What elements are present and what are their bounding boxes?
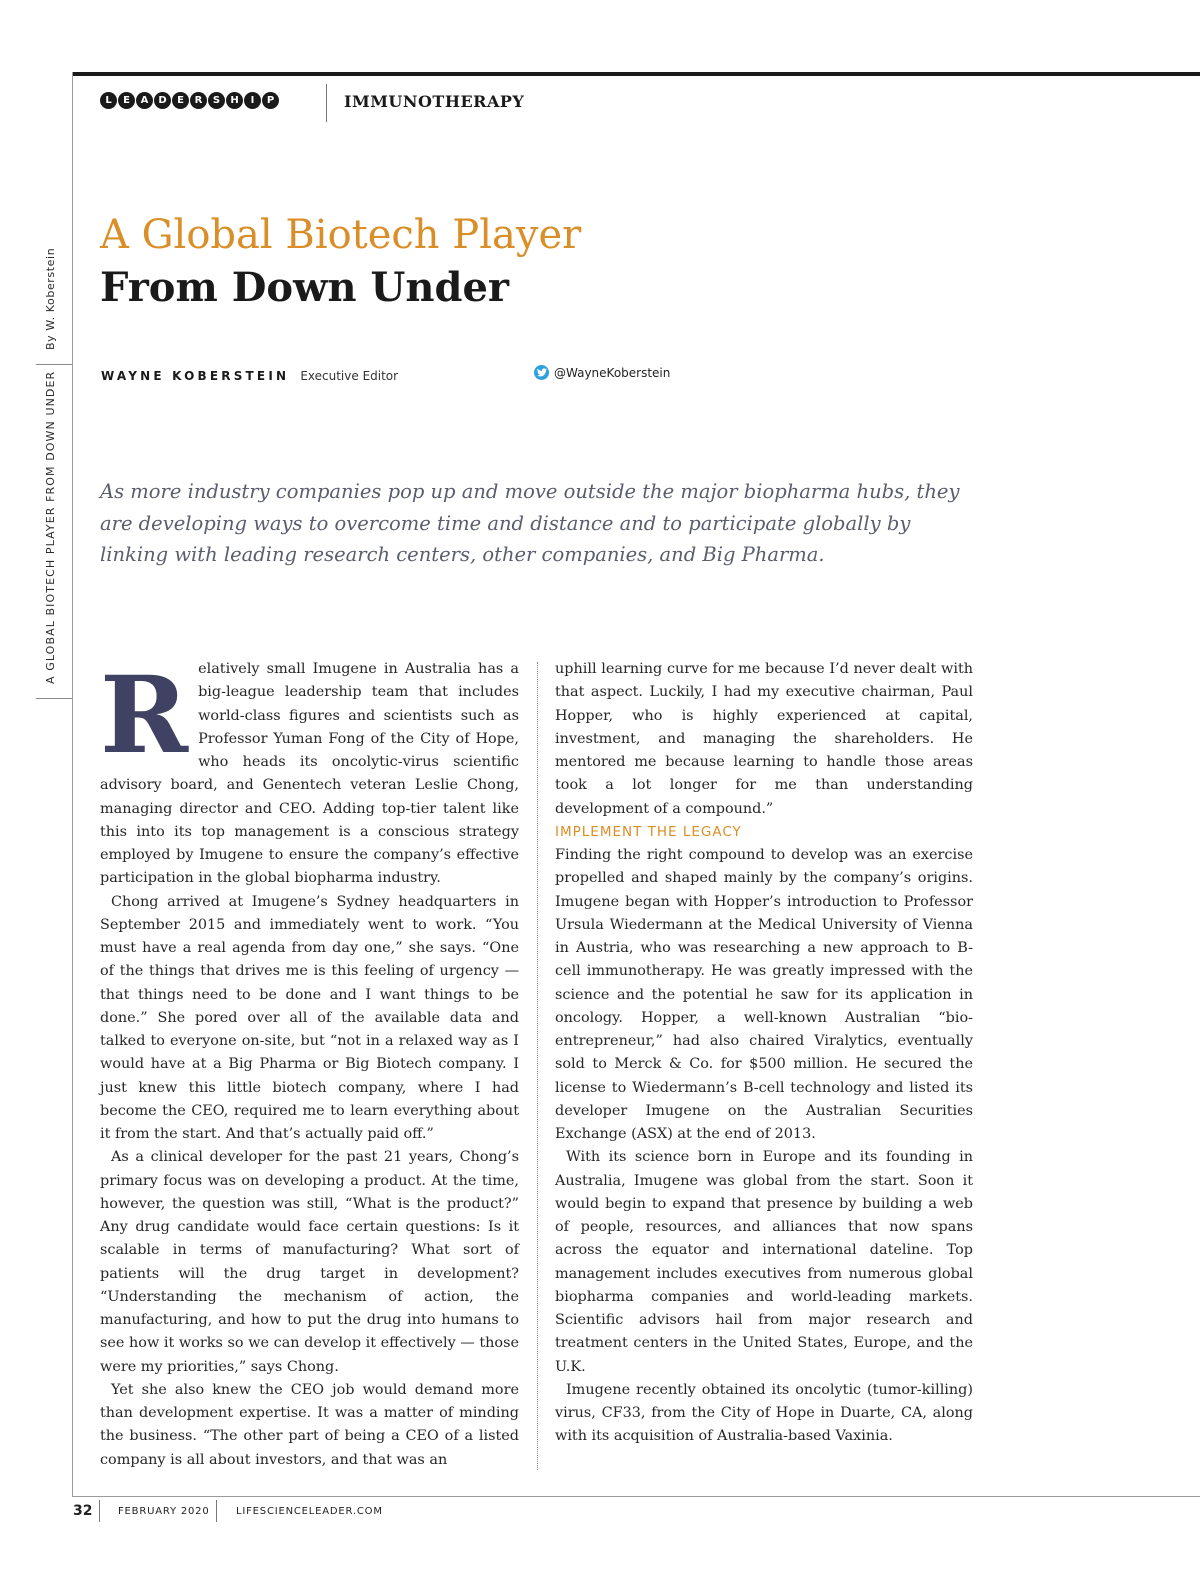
drop-cap: R: [100, 652, 189, 777]
twitter-handle-link[interactable]: [534, 365, 670, 380]
author-name: WAYNE KOBERSTEIN: [101, 369, 290, 383]
article-column-right: [555, 658, 973, 1449]
author-role: Executive Editor: [300, 369, 399, 383]
page-number: 32: [73, 1503, 93, 1519]
sidebar-divider: [36, 364, 72, 365]
article-paragraph: uphill learning curve for me because I’d never dealt with that aspect. Luckily, I had my executive chairman, Paul Hopper, who is highly experienced at capital, investment, and managing the shareholders. He mentored me because learning to handle those areas took a lot longer for me than understanding development of a compound.”: [555, 661, 973, 817]
article-paragraph: [100, 652, 519, 891]
article-paragraph: Yet she also knew the CEO job would demand more than development expertise. It was a matter of minding the business. “The other part of being a CEO of a listed company is all about investors, and that was an: [100, 1381, 519, 1468]
paragraph-text: elatively small Imugene in Australia has a big-league leadership team that includes world-class figures and scientists such as Professor Yuman Fong of the City of Hope, who heads its oncolytic-virus scientific advisory board, and Genentech veteran Leslie Chong, managing director and CEO. Adding top-tier talent like this into its top management is a conscious strategy employed by Imugene to ensure the company’s effective participation in the global biopharma industry.: [100, 661, 519, 887]
sidebar-divider: [36, 698, 72, 699]
section-tag-letter: L: [100, 92, 117, 109]
section-subhead: IMPLEMENT THE LEGACY: [555, 823, 742, 840]
section-tag-letter: D: [154, 92, 171, 109]
footer-divider: [216, 1500, 217, 1522]
article-paragraph: Imugene recently obtained its oncolytic (tumor-killing) virus, CF33, from the City of Hope in Duarte, CA, along with its acquisition of Australia-based Vaxinia.: [555, 1381, 973, 1445]
article-column-left: [100, 652, 519, 1472]
header-divider: [326, 84, 327, 122]
top-rule: [72, 72, 1200, 76]
footer-divider: [99, 1500, 100, 1522]
sidebar-running-title: A GLOBAL BIOTECH PLAYER FROM DOWN UNDER: [44, 370, 57, 684]
category-label: IMMUNOTHERAPY: [344, 92, 525, 111]
article-paragraph: With its science born in Europe and its founding in Australia, Imugene was global from the start. Soon it would begin to expand that presence by building a web of people, resources, and alliances that now spans across the equator and international dateline. Top management includes executives from numerous global biopharma companies and world-leading markets. Scientific advisors hail from major research and treatment centers in the United States, Europe, and the U.K.: [555, 1149, 973, 1375]
headline-line-1: A Global Biotech Player: [100, 212, 582, 258]
article-paragraph: Chong arrived at Imugene’s Sydney headquarters in September 2015 and immediately went to work. “You must have a real agenda from day one,” she says. “One of the things that drives me is this feeling of urgency — that things need to be done and I want things to be done.” She pored over all of the available data and talked to everyone on-site, but “not in a relaxed way as I would have at a Big Pharma or Big Biotech company. I just knew this little biotech company, where I had become the CEO, required me to learn everything about it from the start. And that’s actually paid off.”: [100, 893, 519, 1142]
issue-date: FEBRUARY 2020: [118, 1506, 210, 1517]
section-tag-letter: E: [118, 92, 135, 109]
section-tag-letter: S: [208, 92, 225, 109]
bottom-rule: [72, 1496, 1200, 1497]
article-paragraph: Finding the right compound to develop was an exercise propelled and shaped mainly by the company’s origins. Imugene began with Hopper’s introduction to Professor Ursula Wiedermann at the Medical University of Vienna in Austria, who was researching a new approach to B-cell immunotherapy. He was greatly impressed with the science and the potential he saw for its application in oncology. Hopper, a well-known Australian “bio-entrepreneur,” had also chaired Viralytics, eventually sold to Merck & Co. for $500 million. He secured the license to Wiedermann’s B-cell technology and listed its developer Imugene on the Australian Securities Exchange (ASX) at the end of 2013.: [555, 847, 973, 1142]
author-byline: [101, 365, 398, 384]
article-deck: As more industry companies pop up and move outside the major biopharma hubs, they are developing ways to overcome time and distance and to participate globally by linking with leading research centers, other companies, and Big Pharma.: [100, 480, 960, 566]
section-tag-letter: R: [190, 92, 207, 109]
left-margin-rule: [72, 72, 73, 1496]
website-link[interactable]: LIFESCIENCELEADER.COM: [236, 1506, 383, 1517]
section-tag-letter: E: [172, 92, 189, 109]
headline-line-2: From Down Under: [100, 264, 509, 311]
twitter-handle: @WayneKoberstein: [554, 365, 671, 380]
section-tag-letter: I: [244, 92, 261, 109]
article-paragraph: As a clinical developer for the past 21 years, Chong’s primary focus was on developing a product. At the time, however, the question was still, “What is the product?” Any drug candidate would face certain questions: Is it scalable in terms of manufacturing? What sort of patients will the drug target in development? “Understanding the mechanism of action, the manufacturing, and how to put the drug into humans to see how it works so we can develop it effectively — those were my priorities,” says Chong.: [100, 1149, 519, 1375]
section-tag-letter: P: [262, 92, 279, 109]
section-tag-leadership: [100, 92, 279, 109]
sidebar-byline: By W. Koberstein: [44, 247, 57, 350]
twitter-icon: [534, 365, 549, 380]
section-tag-letter: A: [136, 92, 153, 109]
section-tag-letter: H: [226, 92, 243, 109]
column-divider: [537, 662, 538, 1470]
